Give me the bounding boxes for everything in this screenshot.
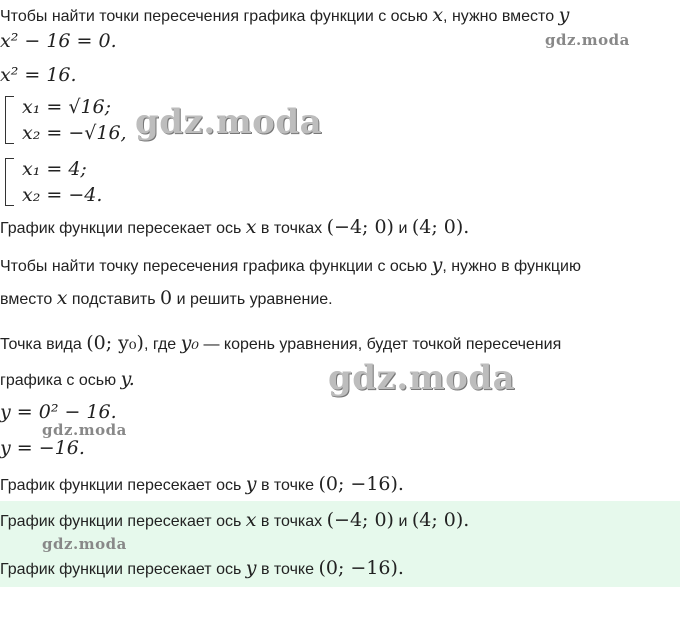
system2-row1: x₁ = 4;: [22, 158, 87, 180]
point: (0; −16).: [318, 557, 404, 579]
point-2: (4; 0).: [411, 509, 470, 531]
intro-text: вместо: [0, 291, 53, 308]
var-y: y.: [120, 368, 135, 390]
answer-text: График функции пересекает ось: [0, 561, 242, 578]
point-2: (4; 0).: [411, 216, 470, 238]
point-text: Точка вида: [0, 336, 82, 353]
intro-line-x: [0, 4, 569, 26]
point-text: — корень уравнения, будет точкой пересечения: [203, 336, 562, 353]
y-intro-line-2: [0, 287, 333, 309]
watermark: gdz.moda: [545, 31, 630, 49]
point: (0; −16).: [318, 473, 404, 495]
var-x: x: [56, 287, 68, 309]
system-bracket: [5, 158, 14, 206]
result-text: в точке: [260, 477, 314, 494]
intro-text: подставить: [71, 291, 156, 308]
intro-tail: , нужно вместо: [443, 8, 555, 25]
var-y: y: [245, 557, 257, 579]
equation-3: y = 0² − 16.: [0, 401, 117, 423]
intro-text: и решить уравнение.: [176, 291, 333, 308]
watermark: gdz.moda: [42, 421, 127, 439]
answer-line-y: [0, 557, 404, 579]
result-text: График функции пересекает ось: [0, 477, 242, 494]
answer-text: График функции пересекает ось: [0, 513, 242, 530]
equation-2: x² = 16.: [0, 64, 77, 86]
watermark: gdz.moda: [328, 358, 516, 398]
point-text: , где: [143, 336, 177, 353]
var-x: x: [245, 509, 257, 531]
result-text: в точках: [260, 220, 323, 237]
point-1: (−4; 0): [326, 509, 394, 531]
system1-row1: x₁ = √16;: [22, 96, 112, 118]
var-y: y: [558, 4, 570, 26]
result-text: График функции пересекает ось: [0, 220, 242, 237]
point-expr: (0; y₀): [86, 332, 144, 354]
point-1: (−4; 0): [326, 216, 394, 238]
system-bracket: [5, 96, 14, 144]
y-intro-line-1: [0, 254, 581, 276]
answer-line-x: [0, 509, 469, 531]
equation-1: x² − 16 = 0.: [0, 30, 117, 52]
point-line-1: [0, 332, 561, 354]
conj: и: [398, 220, 408, 237]
watermark: gdz.moda: [42, 535, 127, 553]
watermark: gdz.moda: [135, 102, 323, 142]
equation-4: y = −16.: [0, 437, 85, 459]
point-text: графика с осью: [0, 372, 117, 389]
system2-row2: x₂ = −4.: [22, 184, 103, 206]
var-y: y: [431, 254, 443, 276]
zero: 0: [160, 287, 173, 309]
var-y0: y₀: [180, 332, 200, 354]
intro-tail: , нужно в функцию: [442, 258, 581, 275]
answer-text: в точках: [260, 513, 323, 530]
var-x: x: [245, 216, 257, 238]
var-y: y: [245, 473, 257, 495]
answer-text: в точке: [260, 561, 314, 578]
intro-text: Чтобы найти точку пересечения графика функции с осью: [0, 258, 428, 275]
intro-text: Чтобы найти точки пересечения графика функции с осью: [0, 8, 428, 25]
point-line-2: [0, 368, 135, 390]
answer-box: [0, 501, 680, 587]
result-x-line: [0, 216, 469, 238]
system1-row2: x₂ = −√16,: [22, 122, 127, 144]
var-x: x: [432, 4, 444, 26]
conj: и: [398, 513, 408, 530]
result-y-line: [0, 473, 404, 495]
